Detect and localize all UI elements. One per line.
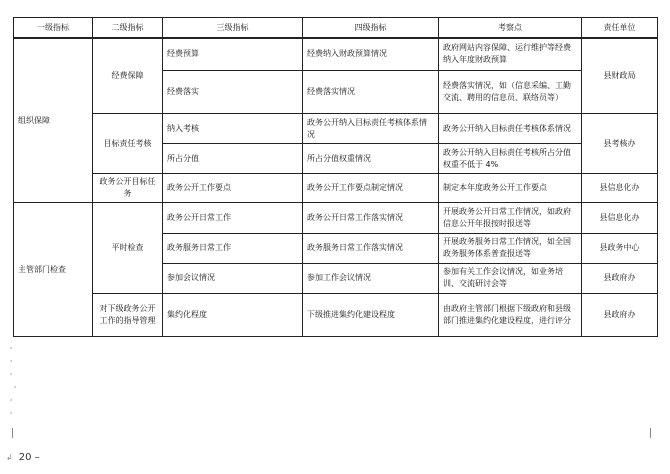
header-level2: 二级指标 <box>93 18 163 39</box>
level4-cell: 政务公开工作要点制定情况 <box>303 174 439 203</box>
responsible-unit-cell: 县政府办 <box>582 263 658 293</box>
check-point-cell: 由政府主管部门根据下级政府和县级部门推进集约化建设程度，进行评分 <box>439 293 582 336</box>
paragraph-mark: , <box>14 381 17 389</box>
responsible-unit-cell: 县政府办 <box>582 293 658 336</box>
level2-cell: 平时检查 <box>93 203 163 294</box>
responsible-unit-cell: 县信息化办 <box>582 203 658 233</box>
table-header-row <box>14 18 658 39</box>
table-row <box>14 38 658 70</box>
level1-cell: 组织保障 <box>14 38 93 203</box>
level3-cell: 参加会议情况 <box>163 263 303 293</box>
level4-cell: 政务公开日常工作落实情况 <box>303 203 439 233</box>
responsible-unit-cell: 县财政局 <box>582 38 658 113</box>
level2-cell: 政务公开目标任务 <box>93 174 163 203</box>
page-number: 20 <box>18 452 32 463</box>
crop-mark <box>650 428 661 438</box>
level3-cell: 所占分值 <box>163 144 303 174</box>
paragraph-mark: , <box>10 394 13 402</box>
level3-cell: 政务服务日常工作 <box>163 233 303 263</box>
check-point-cell: 参加有关工作会议情况，如业务培训、交流研讨会等 <box>439 263 582 293</box>
level2-cell: 经费保障 <box>93 38 163 113</box>
paragraph-mark: , <box>10 355 13 363</box>
level2-cell: 目标责任考核 <box>93 113 163 173</box>
level4-cell: 参加工作会议情况 <box>303 263 439 293</box>
check-point-cell: 政务公开纳入目标责任考核体系情况 <box>439 113 582 143</box>
level4-cell: 经费落实情况 <box>303 70 439 113</box>
header-level4: 四级指标 <box>303 18 439 39</box>
level3-cell: 经费落实 <box>163 70 303 113</box>
table-row <box>14 174 658 203</box>
paragraph-mark: , <box>10 407 13 415</box>
level3-cell: 集约化程度 <box>163 293 303 336</box>
level4-cell: 政务公开纳入目标责任考核体系情况 <box>303 113 439 143</box>
level1-cell: 主管部门检查 <box>14 203 93 337</box>
table-row <box>14 203 658 233</box>
header-check-point: 考察点 <box>439 18 582 39</box>
check-point-cell: 经费落实情况，如（信息采编、工勤交流、聘用的信息员、联络员等） <box>439 70 582 113</box>
header-level3: 三级指标 <box>163 18 303 39</box>
level3-cell: 纳入考核 <box>163 113 303 143</box>
return-arrow-icon: ↲ <box>6 453 13 462</box>
level4-cell: 经费纳入财政预算情况 <box>303 38 439 70</box>
level4-cell: 下级推进集约化建设程度 <box>303 293 439 336</box>
responsible-unit-cell: 县考核办 <box>582 113 658 173</box>
check-point-cell: 政务公开纳入目标责任考核所占分值权重不低于 4% <box>439 144 582 174</box>
page-footer: ↲ 20 – <box>6 452 40 463</box>
responsible-unit-cell: 县政务中心 <box>582 233 658 263</box>
paragraph-mark: , <box>10 368 13 376</box>
check-point-cell: 制定本年度政务公开工作要点 <box>439 174 582 203</box>
table-row <box>14 113 658 143</box>
level4-cell: 所占分值权重情况 <box>303 144 439 174</box>
level3-cell: 政务公开工作要点 <box>163 174 303 203</box>
paragraph-mark: , <box>10 342 13 350</box>
header-level1: 一级指标 <box>14 18 93 39</box>
level3-cell: 政务公开日常工作 <box>163 203 303 233</box>
header-responsible-unit: 责任单位 <box>582 18 658 39</box>
table-row <box>14 293 658 336</box>
evaluation-table <box>13 17 658 337</box>
level2-cell: 对下级政务公开工作的指导管理 <box>93 293 163 336</box>
check-point-cell: 政府网站内容保障、运行维护等经费纳入年度财政预算 <box>439 38 582 70</box>
check-point-cell: 开展政务服务日常工作情况，如全国政务服务体系普查报送等 <box>439 233 582 263</box>
level3-cell: 经费预算 <box>163 38 303 70</box>
responsible-unit-cell: 县信息化办 <box>582 174 658 203</box>
crop-mark <box>2 428 13 438</box>
level4-cell: 政务服务日常工作落实情况 <box>303 233 439 263</box>
check-point-cell: 开展政务公开日常工作情况，如政府信息公开年报按时报送等 <box>439 203 582 233</box>
